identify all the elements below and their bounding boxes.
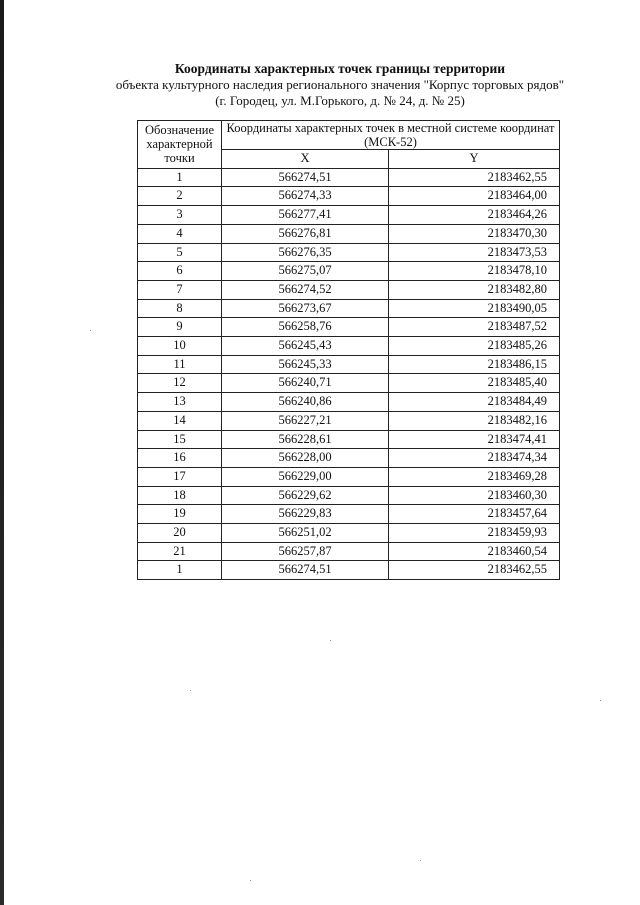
point-number-cell: 14 — [138, 411, 222, 430]
point-number-cell: 15 — [138, 430, 222, 449]
x-coordinate-cell: 566245,43 — [222, 337, 389, 356]
x-coordinate-cell: 566229,00 — [222, 467, 389, 486]
y-coordinate-cell: 2183470,30 — [389, 224, 560, 243]
y-coordinate-cell: 2183459,93 — [389, 524, 560, 543]
point-number-cell: 17 — [138, 467, 222, 486]
y-coordinate-cell: 2183485,40 — [389, 374, 560, 393]
table-row — [138, 262, 560, 281]
point-number-cell: 6 — [138, 262, 222, 281]
x-coordinate-cell: 566274,51 — [222, 168, 389, 187]
point-number-cell: 19 — [138, 505, 222, 524]
scan-speck — [190, 690, 191, 691]
x-coordinate-cell: 566240,86 — [222, 393, 389, 412]
y-coordinate-cell: 2183460,54 — [389, 542, 560, 561]
point-number-cell: 21 — [138, 542, 222, 561]
point-number-cell: 18 — [138, 486, 222, 505]
point-number-cell: 8 — [138, 299, 222, 318]
point-number-cell: 2 — [138, 187, 222, 206]
point-number-cell: 11 — [138, 355, 222, 374]
table-row — [138, 467, 560, 486]
table-row — [138, 243, 560, 262]
point-number-cell: 13 — [138, 393, 222, 412]
x-coordinate-cell: 566277,41 — [222, 206, 389, 225]
document-heading — [100, 61, 580, 109]
point-number-cell: 9 — [138, 318, 222, 337]
x-coordinate-cell: 566258,76 — [222, 318, 389, 337]
y-coordinate-cell: 2183482,16 — [389, 411, 560, 430]
point-number-cell: 20 — [138, 524, 222, 543]
table-row — [138, 206, 560, 225]
x-coordinate-cell: 566275,07 — [222, 262, 389, 281]
scan-speck — [250, 880, 251, 881]
x-coordinate-cell: 566227,21 — [222, 411, 389, 430]
scan-speck — [420, 860, 421, 861]
coordinates-table-body — [138, 168, 560, 579]
scan-speck — [90, 330, 91, 331]
y-coordinate-cell: 2183485,26 — [389, 337, 560, 356]
x-coordinate-cell: 566276,35 — [222, 243, 389, 262]
x-coordinate-cell: 566228,61 — [222, 430, 389, 449]
y-coordinate-cell: 2183464,26 — [389, 206, 560, 225]
x-coordinate-cell: 566276,81 — [222, 224, 389, 243]
scan-speck — [600, 700, 601, 701]
table-row — [138, 524, 560, 543]
table-row — [138, 168, 560, 187]
table-row — [138, 542, 560, 561]
point-number-cell: 3 — [138, 206, 222, 225]
table-row — [138, 561, 560, 580]
y-coordinate-cell: 2183464,00 — [389, 187, 560, 206]
x-coordinate-cell: 566274,52 — [222, 280, 389, 299]
point-number-cell: 4 — [138, 224, 222, 243]
table-row — [138, 486, 560, 505]
y-coordinate-cell: 2183469,28 — [389, 467, 560, 486]
y-coordinate-cell: 2183457,64 — [389, 505, 560, 524]
table-row — [138, 393, 560, 412]
table-row — [138, 355, 560, 374]
table-row — [138, 430, 560, 449]
point-number-cell: 5 — [138, 243, 222, 262]
header-point-designation: Обозначение характерной точки — [138, 121, 222, 169]
y-coordinate-cell: 2183473,53 — [389, 243, 560, 262]
table-row — [138, 449, 560, 468]
y-coordinate-cell: 2183486,15 — [389, 355, 560, 374]
y-coordinate-cell: 2183462,55 — [389, 561, 560, 580]
x-coordinate-cell: 566274,51 — [222, 561, 389, 580]
point-number-cell: 1 — [138, 168, 222, 187]
table-row — [138, 505, 560, 524]
header-y: Y — [389, 150, 560, 169]
table-row — [138, 299, 560, 318]
y-coordinate-cell: 2183490,05 — [389, 299, 560, 318]
document-subtitle-line1: объекта культурного наследия регионального значения "Корпус торговых рядов" — [115, 77, 565, 92]
x-coordinate-cell: 566228,00 — [222, 449, 389, 468]
y-coordinate-cell: 2183474,34 — [389, 449, 560, 468]
x-coordinate-cell: 566274,33 — [222, 187, 389, 206]
y-coordinate-cell: 2183478,10 — [389, 262, 560, 281]
x-coordinate-cell: 566245,33 — [222, 355, 389, 374]
x-coordinate-cell: 566273,67 — [222, 299, 389, 318]
table-row — [138, 224, 560, 243]
y-coordinate-cell: 2183462,55 — [389, 168, 560, 187]
table-row — [138, 280, 560, 299]
y-coordinate-cell: 2183482,80 — [389, 280, 560, 299]
y-coordinate-cell: 2183460,30 — [389, 486, 560, 505]
point-number-cell: 16 — [138, 449, 222, 468]
document-title: Координаты характерных точек границы территории — [174, 61, 506, 76]
header-x: X — [222, 150, 389, 169]
x-coordinate-cell: 566257,87 — [222, 542, 389, 561]
x-coordinate-cell: 566229,83 — [222, 505, 389, 524]
document-subtitle-line2: (г. Городец, ул. М.Горького, д. № 24, д. № 25) — [215, 93, 465, 108]
table-row — [138, 318, 560, 337]
point-number-cell: 1 — [138, 561, 222, 580]
header-coordinate-system: Координаты характерных точек в местной системе координат (МСК-52) — [222, 121, 560, 150]
y-coordinate-cell: 2183474,41 — [389, 430, 560, 449]
y-coordinate-cell: 2183487,52 — [389, 318, 560, 337]
coordinates-table — [137, 120, 560, 580]
table-row — [138, 337, 560, 356]
x-coordinate-cell: 566229,62 — [222, 486, 389, 505]
x-coordinate-cell: 566251,02 — [222, 524, 389, 543]
point-number-cell: 10 — [138, 337, 222, 356]
y-coordinate-cell: 2183484,49 — [389, 393, 560, 412]
scan-speck — [330, 640, 331, 641]
point-number-cell: 7 — [138, 280, 222, 299]
table-row — [138, 374, 560, 393]
x-coordinate-cell: 566240,71 — [222, 374, 389, 393]
point-number-cell: 12 — [138, 374, 222, 393]
table-row — [138, 411, 560, 430]
table-row — [138, 187, 560, 206]
